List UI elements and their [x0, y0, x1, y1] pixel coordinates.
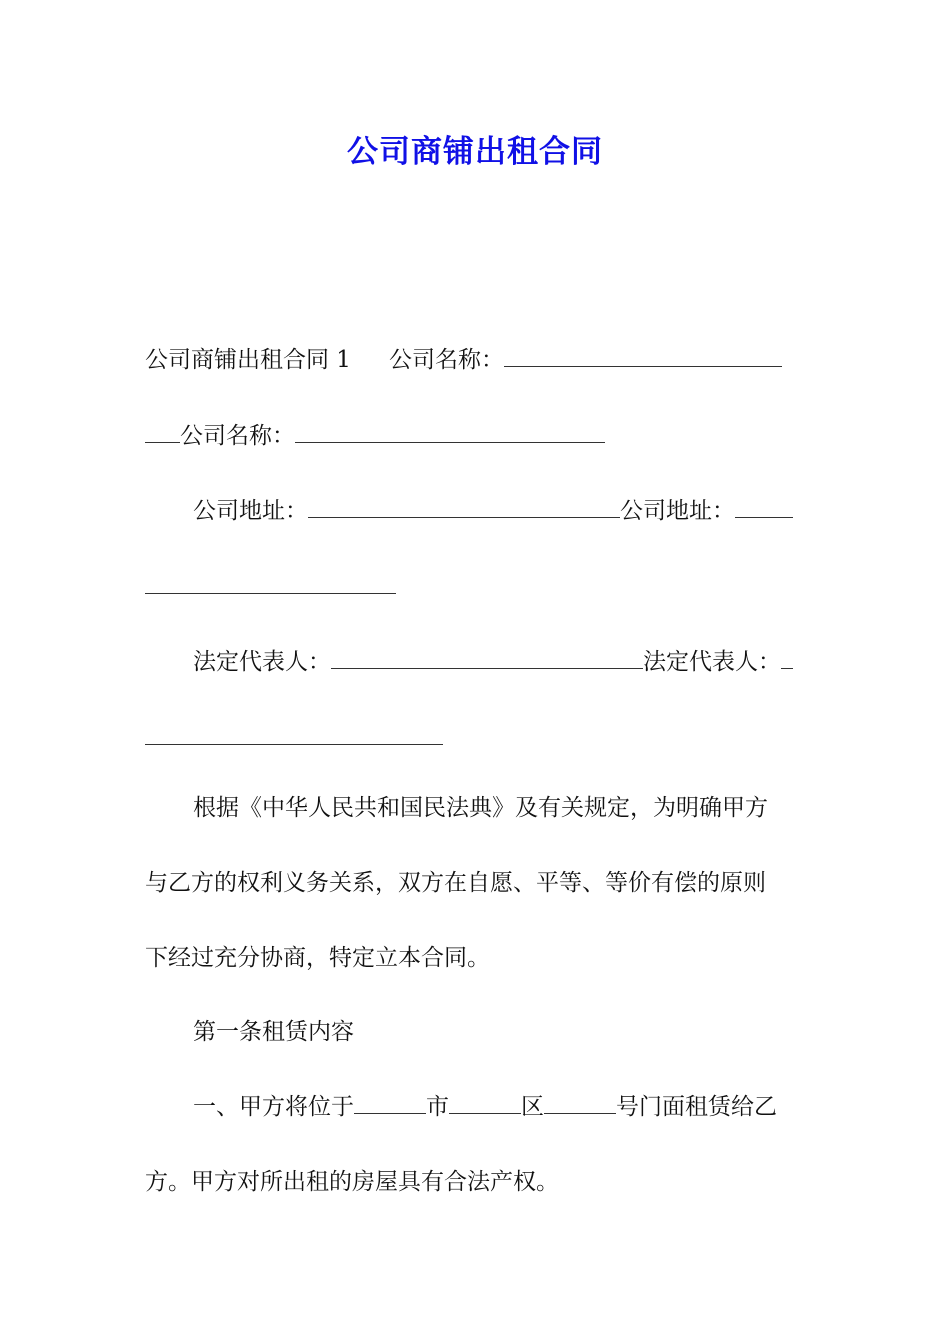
city-unit: 市 — [426, 1094, 449, 1120]
preamble-line-3: 下经过充分协商，特定立本合同。 — [145, 945, 490, 971]
party-a-legal-rep-label: 法定代表人： — [193, 649, 331, 675]
party-a-address-label: 公司地址： — [193, 498, 308, 524]
legal-rep-continuation-line — [145, 720, 807, 756]
article-1-item-1 — [145, 1089, 855, 1125]
contract-label: 公司商铺出租合同 1 — [145, 347, 351, 373]
district-blank[interactable] — [449, 1093, 521, 1114]
city-blank[interactable] — [354, 1093, 426, 1114]
party-a-address-blank[interactable] — [308, 497, 620, 518]
article-1-heading: 第一条租赁内容 — [193, 1019, 354, 1045]
party-a-company-name-blank-continued[interactable] — [145, 422, 180, 443]
party-b-company-name-label: 公司名称： — [180, 423, 295, 449]
party-b-name-line — [145, 418, 807, 454]
party-a-company-name-label: 公司名称： — [388, 347, 504, 373]
header-line — [145, 342, 807, 378]
preamble-line-2: 与乙方的权利义务关系，双方在自愿、平等、等价有偿的原则 — [145, 870, 766, 896]
district-unit: 区 — [521, 1094, 544, 1120]
party-b-address-blank[interactable] — [735, 497, 793, 518]
item-1-prefix: 一、甲方将位于 — [193, 1094, 354, 1120]
party-b-address-blank-continued[interactable] — [145, 573, 396, 594]
legal-rep-line — [145, 644, 855, 680]
number-blank[interactable] — [544, 1093, 616, 1114]
document-title: 公司商铺出租合同 — [347, 134, 603, 170]
party-a-legal-rep-blank[interactable] — [331, 648, 643, 669]
party-b-company-name-blank[interactable] — [295, 422, 605, 443]
party-a-company-name-blank[interactable] — [504, 346, 782, 367]
article-1-item-1-line-2: 方。甲方对所出租的房屋具有合法产权。 — [145, 1169, 559, 1195]
address-continuation-line — [145, 569, 807, 605]
party-b-address-label: 公司地址： — [620, 498, 735, 524]
party-b-legal-rep-label: 法定代表人： — [643, 649, 781, 675]
item-1-suffix: 号门面租赁给乙 — [616, 1094, 777, 1120]
preamble-line-1: 根据《中华人民共和国民法典》及有关规定，为明确甲方 — [193, 795, 768, 821]
party-b-legal-rep-blank[interactable] — [781, 648, 793, 669]
address-line — [145, 493, 855, 529]
party-b-legal-rep-blank-continued[interactable] — [145, 724, 443, 745]
